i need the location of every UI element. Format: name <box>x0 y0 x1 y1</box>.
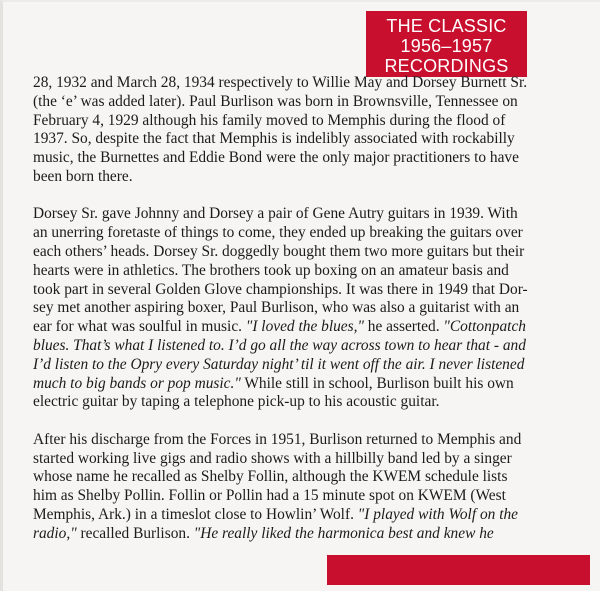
body-text <box>33 74 567 544</box>
text-run: he asserted. <box>363 318 444 336</box>
text-line: February 4, 1929 although his family moved to Memphis during the flood of <box>33 111 506 129</box>
text-line: music, the Burnettes and Eddie Bond were the only major practitioners to have <box>33 149 519 167</box>
quote-run: "Cottonpatch <box>443 318 526 336</box>
text-line: electric guitar by taping a telephone pick-up to his acoustic guitar. <box>33 393 440 411</box>
text-line <box>33 375 567 394</box>
quote-run: I’d listen to the Opry every Saturday night’ til it went off the air. I never listened <box>33 355 525 373</box>
text-line <box>33 318 567 337</box>
text-line: him as Shelby Pollin. Follin or Pollin had a 15 minute spot on KWEM (West <box>33 487 506 505</box>
text-line: 1937. So, despite the fact that Memphis is indelibly associated with rockabilly <box>33 130 515 148</box>
quote-run: "He really liked the harmonica best and knew he <box>193 524 494 542</box>
text-run: recalled Burlison. <box>76 524 194 542</box>
title-line-3: RECORDINGS <box>384 56 509 76</box>
text-line: whose name he recalled as Shelby Follin, although the KWEM schedule lists <box>33 468 508 486</box>
paragraph-2 <box>33 205 567 412</box>
text-line: an unerring foretaste of things to come, they ended up breaking the guitars over <box>33 224 523 242</box>
text-run: While still in school, Burlison built his own <box>240 374 514 392</box>
text-run: Memphis, Ark.) in a timeslot close to Howlin’ Wolf. <box>33 505 358 523</box>
quote-run: blues. That’s what I listened to. I’d go all the way across town to hear that - and <box>33 336 526 354</box>
text-line: took part in several Golden Glove championships. It was there in 1949 that Dor- <box>33 280 528 298</box>
text-line: Dorsey Sr. gave Johnny and Dorsey a pair of Gene Autry guitars in 1939. With <box>33 205 518 223</box>
quote-run: radio," <box>33 524 77 542</box>
text-run: ear for what was soulful in music. <box>33 318 246 336</box>
text-line: (the ‘e’ was added later). Paul Burlison was born in Brownsville, Tennessee on <box>33 92 518 110</box>
title-line-1: THE CLASSIC <box>386 16 507 36</box>
text-line: 28, 1932 and March 28, 1934 respectively to Willie May and Dorsey Burnett Sr. <box>33 74 528 91</box>
text-line: hearts were in athletics. The brothers took up boxing on an amateur basis and <box>33 261 509 279</box>
paragraph-3 <box>33 431 567 544</box>
text-line: sey met another aspiring boxer, Paul Burlison, who was also a guitarist with an <box>33 299 520 317</box>
quote-run: "I loved the blues," <box>245 318 364 336</box>
text-line <box>33 356 567 375</box>
text-line <box>33 506 567 525</box>
bottom-accent-bar <box>327 555 590 585</box>
title-line-2: 1956–1957 <box>400 36 493 56</box>
quote-run: "I played with Wolf on the <box>357 505 518 523</box>
text-line: After his discharge from the Forces in 1951, Burlison returned to Memphis and <box>33 430 522 448</box>
text-line <box>33 337 567 356</box>
quote-run: much to big bands or pop music." <box>33 374 241 392</box>
text-line <box>33 525 567 544</box>
text-line: started working live gigs and radio shows with a hillbilly band led by a singer <box>33 449 512 467</box>
text-line: been born there. <box>33 167 133 185</box>
paragraph-1 <box>33 74 567 187</box>
title-box <box>366 11 527 77</box>
text-line: each others’ heads. Dorsey Sr. doggedly bought them two more guitars but their <box>33 242 525 260</box>
